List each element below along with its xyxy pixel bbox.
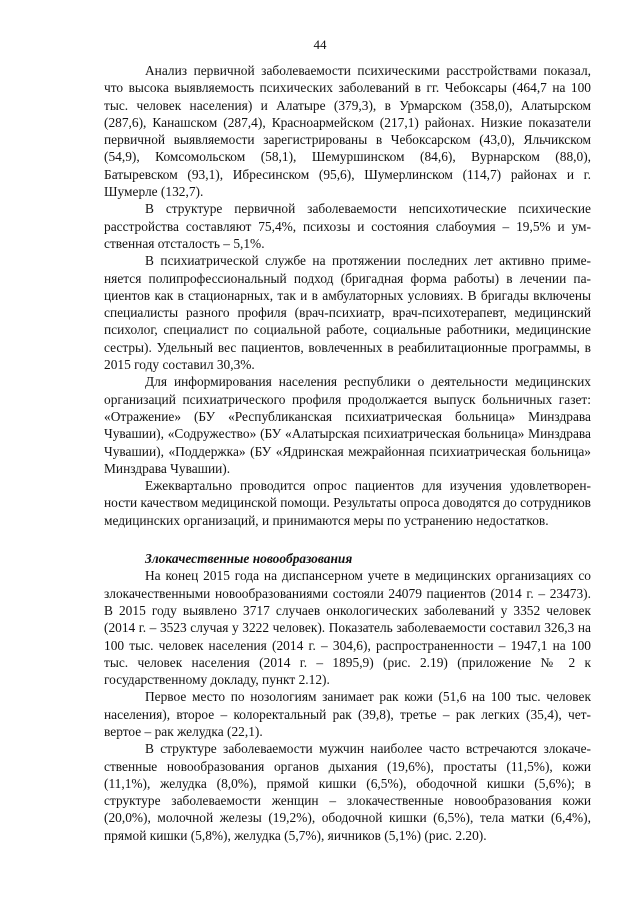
paragraph-patient-survey: Ежеквартально проводится опрос пациентов для изучения удовлетворенности качеством медицинской помощи. Результаты опроса доводятся до сотрудников медицинских организаций, и принимаются меры по устранению недостатков. [104,478,591,528]
page-number: 44 [313,37,327,52]
paragraph-nosology-ranking: Первое место по нозологиям занимает рак кожи (51,6 на 100 тыс. человек населения), второе – колоректальный рак (39,8), третье – рак легких (35,4), четвертое – рак желудка (22,1). [104,689,591,739]
section-title: Злокачественные новообразования [145,551,353,567]
paragraph-dispensary-registration: На конец 2015 года на диспансерном учете в медицинских организациях со злокачественными новообразованиями состояли 24079 пациентов (2014 г. – 23473). В 2015 году выявлено 3717 случаев онкологических заболеваний у 3352 человек (2014 г. – 3523 случая у 3222 человек). Показатель заболеваемости составил 326,3 на 100 тыс. человек населения (2014 г. – 304,6), распространенности – 1947,1 на 100 тыс. человек населения (2014 г. – 1895,9) (рис. 2.19) (приложение № 2 к государственному докладу, пункт 2.12). [104,568,591,688]
paragraph-morbidity-by-sex: В структуре заболеваемости мужчин наиболее часто встречаются злокачественные новообразования органов дыхания (19,6%), простаты (11,5%), кожи (11,1%), желудка (8,0%), прямой кишки (6,5%), ободочной кишки (5,6%); в структуре заболеваемости женщин – злокачественные новообразования кожи (20,0%), молочной железы (19,2%), ободочной кишки (6,5%), тела матки (6,4%), прямой кишки (5,8%), желудка (5,7%), яичников (5,1%) (рис. 2.20). [104,741,591,843]
paragraph-primary-morbidity: Анализ первичной заболеваемости психическими расстройствами показал, что высока выявляемость психических заболеваний в гг. Чебоксары (464,7 на 100 тыс. человек населения) и Алатыре (379,3), в Урмарском (358,0), Алатырском (287,6), Канашском (287,4), Красноармейском (217,1) районах. Низкие показатели первичной выявляемости зарегистрированы в Чебоксарском (43,0), Яльчикском (54,9), Комсомольском (58,1), Шемуршинском (84,6), Вурнарском (88,0), Батыревском (93,1), Ибресинском (95,6), Шумерлинском (114,7) районах и г. Шумерле (132,7). [104,63,591,200]
paragraph-team-approach: В психиатрической службе на протяжении последних лет активно применяется полипрофессиональный подход (бригадная форма работы) в лечении пациентов как в стационарных, так и в амбулаторных условиях. В бригады включены специалисты разного профиля (врач-психиатр, врач-психотерапевт, медицинский психолог, специалист по социальной работе, социальные работники, медицинские сестры). Удельный вес пациентов, вовлеченных в реабилитационные программы, в 2015 году составил 30,3%. [104,253,591,373]
paragraph-hospital-newspapers: Для информирования населения республики о деятельности медицинских организаций психиатрического профиля продолжается выпуск больничных газет: «Отражение» (БУ «Республиканская психиатрическая больница» Минздрава Чувашии), «Содружество» (БУ «Алатырская психиатрическая больница» Минздрава Чувашии), «Поддержка» (БУ «Ядринская межрайонная психиатрическая больница» Минздрава Чувашии). [104,374,591,476]
section-spacer [104,529,591,550]
paragraph-morbidity-structure: В структуре первичной заболеваемости непсихотические психические расстройства составляют 75,4%, психозы и состояния слабоумия – 19,5% и умственная отсталость – 5,1%. [104,201,591,251]
page-body [104,62,591,844]
